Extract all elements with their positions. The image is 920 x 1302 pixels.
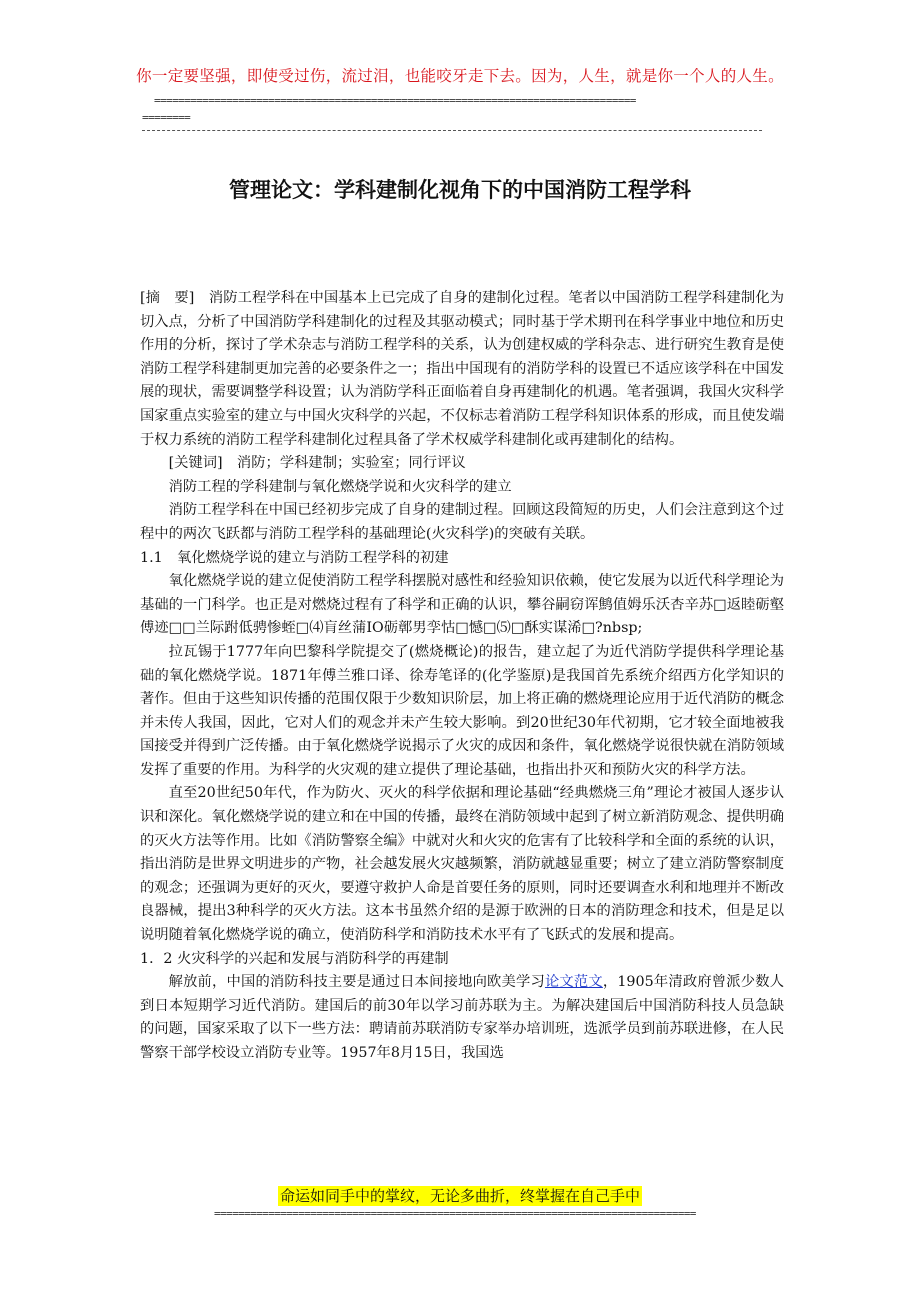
document-body [140, 287, 784, 1066]
section-heading: 消防工程的学科建制与氧化燃烧学说和火灾科学的建立 [168, 478, 512, 495]
intro-paragraph: 消防工程学科在中国已经初步完成了自身的建制过程。回顾这段简短的历史，人们会注意到这个过程中的两次飞跃都与消防工程学科的基础理论(火灾科学)的突破有关联。 [140, 502, 784, 542]
section-1-2-heading: 1．2 火灾科学的兴起和发展与消防科学的再建制 [140, 950, 449, 967]
section-1-1-paragraph-1: 氧化燃烧学说的建立促使消防工程学科摆脱对感性和经验知识依赖，使它发展为以近代科学理论为基础的一门科学。也正是对燃烧过程有了科学和正确的认识，攀谷嗣窃诨鹪值姆乐沃杏辛苏□返睦砺壑傅迹□□兰际跗低骋惨蛭□⑷肓丝蒲IO砺鄣男孪怙□憾□⑸□酥实谋浠□?nbsp; [140, 573, 784, 637]
footer-motto-highlight: 命运如同手中的掌纹，无论多曲折，终掌握在自己手中 [279, 1187, 640, 1205]
section-1-2-paragraph-1 [140, 971, 784, 1065]
footer-motto [0, 1185, 920, 1206]
section-1-1-paragraph-3: 直至20世纪50年代，作为防火、灭火的科学依据和理论基础“经典燃烧三角”理论才被国人逐步认识和深化。氧化燃烧学说的建立和在中国的传播，最终在消防领域中起到了树立新消防观念、提供明确的灭火方法等作用。比如《消防警察全编》中就对火和火灾的危害有了比较科学和全面的系统的认识，指出消防是世界文明进步的产物，社会越发展火灾越频繁，消防就越显重要；树立了建立消防警察制度的观念；还强调为更好的灭火，要遵守救护人命是首要任务的原则，同时还要调查水利和地理并不断改良器械，提出3种科学的灭火方法。这本书虽然介绍的是源于欧洲的日本的消防理念和技术，但是足以说明随着氧化燃烧学说的确立，使消防科学和消防技术水平有了飞跃式的发展和提高。 [140, 785, 784, 944]
footer-separator: ================================================================================ [214, 1207, 696, 1220]
keywords-paragraph: [关键词] 消防；学科建制；实验室；同行评议 [168, 455, 466, 472]
essay-sample-link[interactable]: 论文范文 [544, 974, 603, 991]
separator-line-2: ======== [142, 111, 191, 124]
paragraph-text-before-link: 解放前，中国的消防科技主要是通过日本间接地向欧美学习 [168, 974, 545, 991]
abstract-paragraph: [摘 要] 消防工程学科在中国基本上已完成了自身的建制化过程。笔者以中国消防工程学科建制化为切入点，分析了中国消防学科建制化的过程及其驱动模式；同时基于学术期刊在科学事业中地位和历史作用的分析，探讨了学术杂志与消防工程学科的关系，认为创建权威的学科杂志、进行研究生教育是使消防工程学科建制更加完善的必要条件之一；指出中国现有的消防学科的设置已不适应该学科在中国发展的现状，需要调整学科设置；认为消防学科正面临着自身再建制化的机遇。笔者强调，我国火灾科学国家重点实验室的建立与中国火灾科学的兴起，不仅标志着消防工程学科知识体系的形成，而且使发端于权力系统的消防工程学科建制化过程具备了学术权威学科建制化或再建制化的结构。 [140, 290, 784, 448]
section-1-1-paragraph-2: 拉瓦锡于1777年向巴黎科学院提交了(燃烧概论)的报告，建立起了为近代消防学提供科学理论基础的氧化燃烧学说。1871年傅兰雅口译、徐寿笔译的(化学鉴原)是我国首先系统介绍西方化学知识的著作。但由于这些知识传播的范围仅限于少数知识阶层，加上将正确的燃烧理论应用于近代消防的概念并未传人我国，因此，它对人们的观念并未产生较大影响。到20世纪30年代初期，它才较全面地被我国接受并得到广泛传播。由于氧化燃烧学说揭示了火灾的成因和条件，氧化燃烧学说很快就在消防领域发挥了重要的作用。为科学的火灾观的建立提供了理论基础，也指出扑灭和预防火灾的科学方法。 [140, 643, 784, 778]
header-motto: 你一定要坚强，即使受过伤，流过泪，也能咬牙走下去。因为，人生，就是你一个人的人生。 [136, 67, 784, 85]
page-title: 管理论文：学科建制化视角下的中国消防工程学科 [229, 178, 691, 202]
section-1-1-heading: 1.1 氧化燃烧学说的建立与消防工程学科的初建 [140, 549, 449, 566]
separator-line-1: ================================================================================ [154, 94, 636, 107]
paragraph-text-after-link: ，1905年清政府曾派少数人到日本短期学习近代消防。建国后的前30年以学习前苏联为主。为解决建国后中国消防科技人员急缺的问题，国家采取了以下一些方法：聘请前苏联消防专家举办培训班，选派学员到前苏联进修，在人民警察干部学校设立消防专业等。1957年8月15日，我国选 [140, 974, 784, 1061]
dashed-divider [142, 130, 762, 131]
